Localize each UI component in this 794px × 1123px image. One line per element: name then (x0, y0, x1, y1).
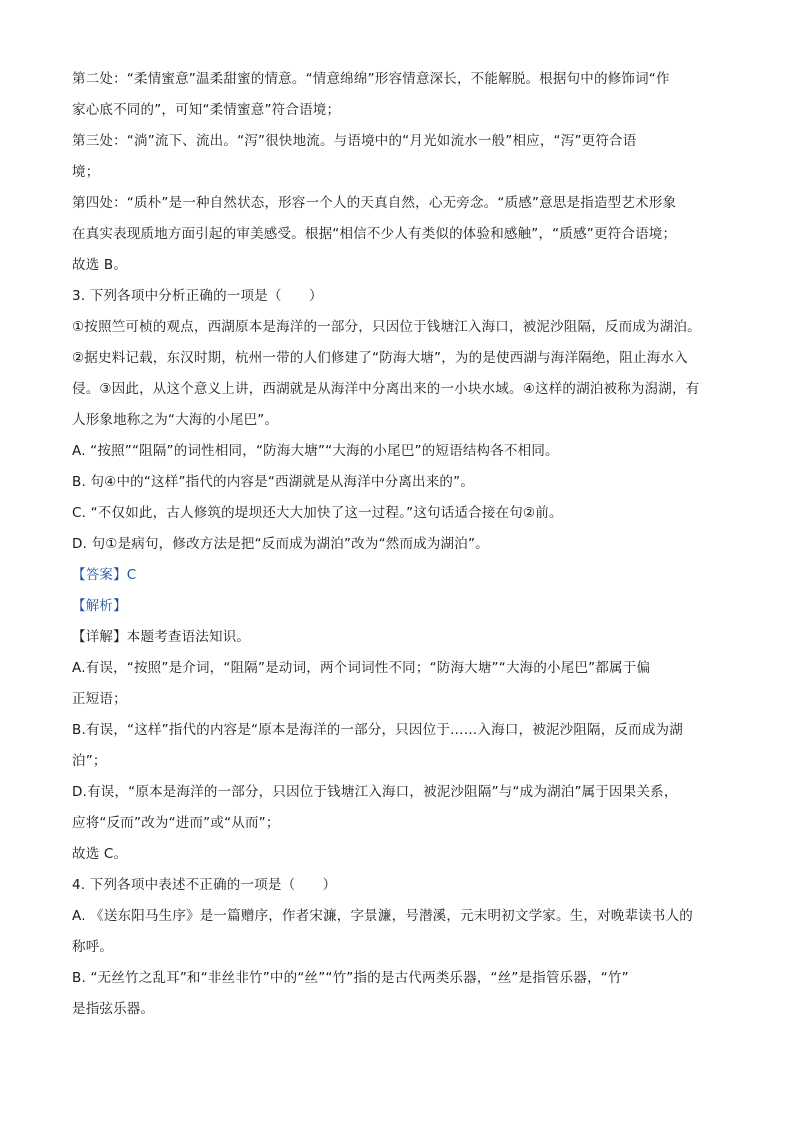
option-b: B. “无丝竹之乱耳”和“非丝非竹”中的“丝”“竹”指的是古代两类乐器，“丝”是指管乐器，“竹” (72, 970, 629, 986)
text-line: 第二处：“柔情蜜意”温柔甜蜜的情意。“情意绵绵”形容情意深长，不能解脱。根据句中的修饰词“作 (72, 71, 670, 87)
detail-line: 泊”； (72, 753, 107, 769)
detail-line: D.有误，“原本是海洋的一部分，只因位于钱塘江入海口，被泥沙阻隔”与“成为湖泊”属于因果关系， (72, 784, 678, 800)
detail-line: 故选 C。 (72, 846, 128, 862)
text-line: 第三处：“淌”流下、流出。“泻”很快地流。与语境中的“月光如流水一般”相应，“泻”更符合语 (72, 133, 637, 149)
text-line: 境； (72, 164, 100, 180)
detail-line: B.有误，“这样”指代的内容是“原本是海洋的一部分，只因位于……入海口，被泥沙阻隔，反而成为湖 (72, 722, 683, 738)
passage-line: ②据史料记载，东汉时期，杭州一带的人们修建了“防海大塘”，为的是使西湖与海洋隔绝，阻止海水入 (72, 350, 688, 366)
option-a-cont: 称呼。 (72, 939, 114, 955)
option-a: A. “按照”“阻隔”的词性相同，“防海大塘”“大海的小尾巴”的短语结构各不相同。 (72, 443, 559, 459)
option-b: B. 句④中的“这样”指代的内容是“西湖就是从海洋中分离出来的”。 (72, 474, 475, 490)
document-page (72, 64, 722, 1025)
answer-label: 【答案】C (72, 567, 137, 583)
text-line: 在真实表现质地方面引起的审美感受。根据“相信不少人有类似的体验和感触”，“质感”更符合语境； (72, 226, 677, 242)
detail-line: 【详解】本题考查语法知识。 (72, 629, 251, 645)
text-line: 故选 B。 (72, 257, 128, 273)
text-line: 家心底不同的”，可知“柔情蜜意”符合语境； (72, 102, 341, 118)
option-d: D. 句①是病句，修改方法是把“反而成为湖泊”改为“然而成为湖泊”。 (72, 536, 489, 552)
passage-line: ①按照竺可桢的观点，西湖原本是海洋的一部分，只因位于钱塘江入海口，被泥沙阻隔，反而成为湖泊。 (72, 319, 701, 335)
text-line: 第四处：“质朴”是一种自然状态，形容一个人的天真自然，心无旁念。“质感”意思是指造型艺术形象 (72, 195, 677, 211)
detail-line: A.有误，“按照”是介词，“阻隔”是动词，两个词词性不同；“防海大塘”“大海的小尾巴”都属于偏 (72, 660, 651, 676)
analysis-label: 【解析】 (72, 598, 127, 614)
passage-line: 人形象地称之为“大海的小尾巴”。 (72, 412, 279, 428)
question-3-stem: 3. 下列各项中分析正确的一项是（ ） (72, 288, 323, 304)
option-c: C. “不仅如此，古人修筑的堤坝还大大加快了这一过程。”这句话适合接在句②前。 (72, 505, 563, 521)
option-b-cont: 是指弦乐器。 (72, 1001, 155, 1017)
passage-line: 侵。③因此，从这个意义上讲，西湖就是从海洋中分离出来的一小块水域。④这样的湖泊被称为潟湖，有 (72, 381, 700, 397)
question-4-stem: 4. 下列各项中表述不正确的一项是（ ） (72, 877, 337, 893)
option-a: A. 《送东阳马生序》是一篇赠序，作者宋濂，字景濂，号潜溪，元末明初文学家。生，对晚辈读书人的 (72, 908, 693, 924)
detail-line: 正短语； (72, 691, 127, 707)
detail-line: 应将“反而”改为“进而”或“从而”； (72, 815, 280, 831)
